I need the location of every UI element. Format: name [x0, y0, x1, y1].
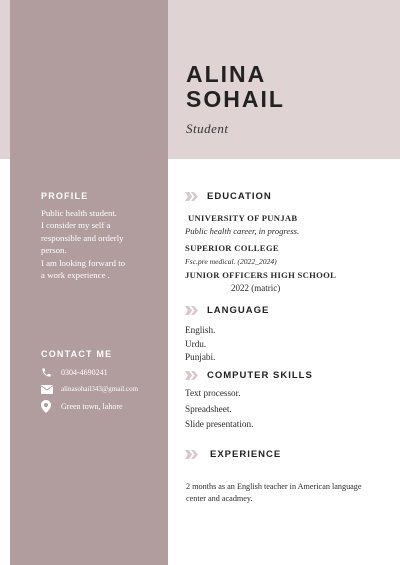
profile-line: I am looking forward to: [41, 257, 126, 268]
chevron-right-icon: [185, 450, 210, 459]
full-name: [186, 62, 285, 112]
first-name: ALINA: [186, 61, 267, 87]
education-detail: Fsc.pre medical. (2022_2024): [185, 257, 277, 266]
profile-line: person.: [41, 245, 67, 256]
contact-email: [41, 382, 166, 396]
education-school: UNIVERSITY OF PUNJAB: [188, 213, 298, 223]
chevron-right-icon: [185, 371, 207, 380]
experience-text: 2 months as an English teacher in American language center and acadmey.: [186, 482, 362, 504]
education-label: EDUCATION: [207, 190, 272, 202]
language-item: Urdu.: [185, 339, 207, 349]
profile-heading: PROFILE: [41, 191, 89, 201]
location-pin-icon: [41, 400, 61, 413]
last-name: SOHAIL: [186, 86, 285, 112]
education-detail: Public health career, in progress.: [185, 226, 300, 236]
language-heading: [185, 303, 269, 317]
job-title: Student: [186, 121, 229, 136]
profile-line: Public health student.: [41, 208, 117, 218]
profile-line: responsible and orderly: [41, 232, 124, 243]
skill-item: Text processor.: [185, 388, 241, 398]
email-address: alinasohail343@gmail.com: [61, 385, 139, 393]
language-item: Punjabi.: [185, 352, 216, 362]
language-label: LANGUAGE: [207, 304, 270, 316]
contact-heading: CONTACT ME: [41, 349, 113, 359]
education-school: JUNIOR OFFICERS HIGH SCHOOL: [185, 270, 337, 280]
phone-icon: [41, 367, 61, 378]
education-detail: 2022 (matric): [231, 283, 281, 293]
address: Green town, lahore: [61, 401, 123, 411]
computer-skills-label: COMPUTER SKILLS: [207, 369, 313, 381]
experience-heading: [185, 447, 281, 461]
phone-number: 0304-4690241: [61, 367, 108, 377]
contact-address: [41, 399, 166, 413]
education-heading: [185, 189, 272, 203]
skill-item: Slide presentation.: [185, 419, 254, 429]
chevron-right-icon: [185, 192, 207, 201]
profile-line: a work experience .: [41, 270, 110, 281]
language-item: English.: [185, 325, 216, 335]
contact-phone: [41, 365, 166, 379]
computer-skills-heading: [185, 368, 313, 382]
profile-text: [41, 207, 159, 281]
education-school: SUPERIOR COLLEGE: [185, 243, 279, 253]
skill-item: Spreadsheet.: [185, 404, 232, 414]
chevron-right-icon: [185, 306, 207, 315]
experience-label: EXPERIENCE: [210, 448, 282, 460]
sidebar: [10, 0, 168, 565]
profile-line: I consider my self a: [41, 220, 111, 231]
mail-icon: [41, 385, 61, 394]
